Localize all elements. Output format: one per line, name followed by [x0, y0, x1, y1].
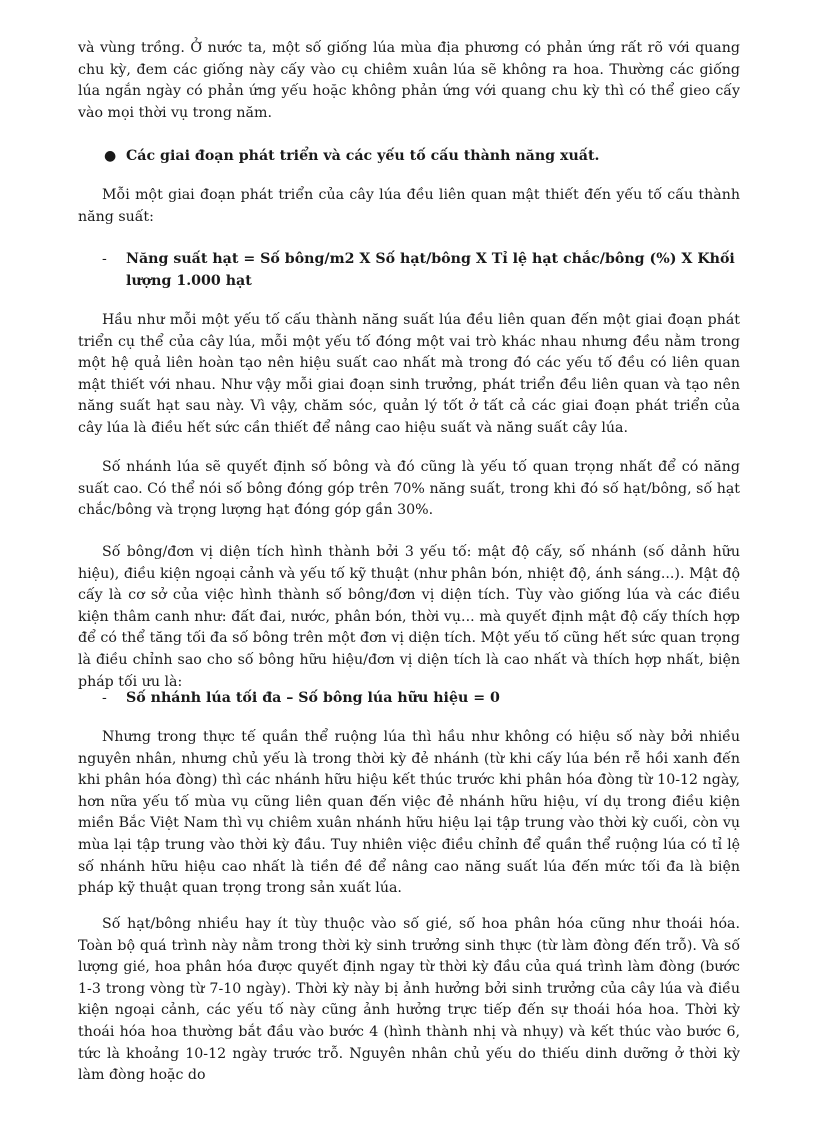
paragraph-components: Hầu như mỗi một yếu tố cấu thành năng suất lúa đều liên quan đến một giai đoạn phát triển cụ thể của cây lúa, mỗi một yếu tố đóng một vai trò khác nhau nhưng đều nằm trong một hệ quả liên hoàn tạo nên hiệu suất cao nhất mà trong đó các yếu tố đều có liên quan mật thiết với nhau. Như vậy mỗi giai đoạn sinh trưởng, phát triển đều liên quan và tạo nên năng suất hạt sau này. Vì vậy, chăm sóc, quản lý tốt ở tất cả các giai đoạn phát triển của cây lúa là điều hết sức cần thiết để nâng cao hiệu suất và năng suất cây lúa. — [78, 312, 740, 436]
paragraph-photoperiod: và vùng trồng. Ở nước ta, một số giống lúa mùa địa phương có phản ứng rất rõ với quang chu kỳ, đem các giống này cấy vào cụ chiêm xuân lúa sẽ không ra hoa. Thường các giống lúa ngắn ngày có phản ứng yếu hoặc không phản ứng với quang chu kỳ thì có thể gieo cấy vào mọi thời vụ trong năm. — [78, 40, 740, 121]
bullet-icon: ● — [104, 148, 117, 164]
dash-marker: - — [102, 690, 107, 706]
formula-tillers-text: Số nhánh lúa tối đa – Số bông lúa hữu hiệu = 0 — [126, 690, 500, 706]
bullet-heading — [104, 146, 740, 168]
paragraph-tillers: Số nhánh lúa sẽ quyết định số bông và đó cũng là yếu tố quan trọng nhất để có năng suất cao. Có thể nói số bông đóng góp trên 70% năng suất, trong khi đó số hạt/bông, số hạt chắc/bông và trọng lượng hạt đóng góp gần 30%. — [78, 459, 740, 519]
paragraph-panicle-density: Số bông/đơn vị diện tích hình thành bởi 3 yếu tố: mật độ cấy, số nhánh (số dảnh hữu hiệu), điều kiện ngoại cảnh và yếu tố kỹ thuật (như phân bón, nhiệt độ, ánh sáng...). Mật độ cấy là cơ sở của việc hình thành số bông/đơn vị diện tích. Tùy vào giống lúa và các điều kiện thâm canh như: đất đai, nước, phân bón, thời vụ... mà quyết định mật độ cấy thích hợp để có thể tăng tối đa số bông trên một đơn vị diện tích. Một yếu tố cũng hết sức quan trọng là điều chỉnh sao cho số bông hữu hiệu/đơn vị diện tích là cao nhất và thích hợp nhất, biện pháp tối ưu là: — [78, 544, 740, 690]
paragraph-practice: Nhưng trong thực tế quần thể ruộng lúa thì hầu như không có hiệu số này bởi nhiều nguyên nhân, nhưng chủ yếu là trong thời kỳ đẻ nhánh (từ khi cấy lúa bén rễ hồi xanh đến khi phân hóa đòng) thì các nhánh hữu hiệu kết thúc trước khi phân hóa đòng từ 10-12 ngày, hơn nữa yếu tố mùa vụ cũng liên quan đến việc đẻ nhánh hữu hiệu, ví dụ trong điều kiện miền Bắc Việt Nam thì vụ chiêm xuân nhánh hữu hiệu lại tập trung vào thời kỳ cuối, còn vụ mùa lại tập trung vào thời kỳ đầu. Tuy nhiên việc điều chỉnh để quần thể ruộng lúa có tỉ lệ số nhánh hữu hiệu cao nhất là tiền đề để nâng cao năng suất lúa đến mức tối đa là biện pháp kỹ thuật quan trọng trong sản xuất lúa. — [78, 729, 740, 897]
section-heading: Các giai đoạn phát triển và các yếu tố cấu thành năng xuất. — [126, 148, 600, 164]
formula-tillers — [102, 688, 740, 710]
paragraph-grains: Số hạt/bông nhiều hay ít tùy thuộc vào số gié, số hoa phân hóa cũng như thoái hóa. Toàn bộ quá trình này nằm trong thời kỳ sinh trưởng sinh thực (từ làm đòng đến trỗ). Và số lượng gié, hoa phân hóa được quyết định ngay từ thời kỳ đầu của quá trình làm đòng (bước 1-3 trong vòng từ 7-10 ngày). Thời kỳ này bị ảnh hưởng bởi sinh trưởng của cây lúa và điều kiện ngoại cảnh, các yếu tố này cũng ảnh hưởng trực tiếp đến sự thoái hóa hoa. Thời kỳ thoái hóa hoa thường bắt đầu vào bước 4 (hình thành nhị và nhụy) và kết thúc vào bước 6, tức là khoảng 10-12 ngày trước trỗ. Nguyên nhân chủ yếu do thiếu dinh dưỡng ở thời kỳ làm đòng hoặc do — [78, 916, 740, 1084]
formula-yield-text: Năng suất hạt = Số bông/m2 X Số hạt/bông X Tỉ lệ hạt chắc/bông (%) X Khối lượng 1.000 hạt — [126, 251, 735, 289]
dash-marker: - — [102, 251, 107, 267]
formula-yield — [102, 249, 740, 292]
paragraph-intro: Mỗi một giai đoạn phát triển của cây lúa đều liên quan mật thiết đến yếu tố cấu thành năng suất: — [78, 187, 740, 225]
